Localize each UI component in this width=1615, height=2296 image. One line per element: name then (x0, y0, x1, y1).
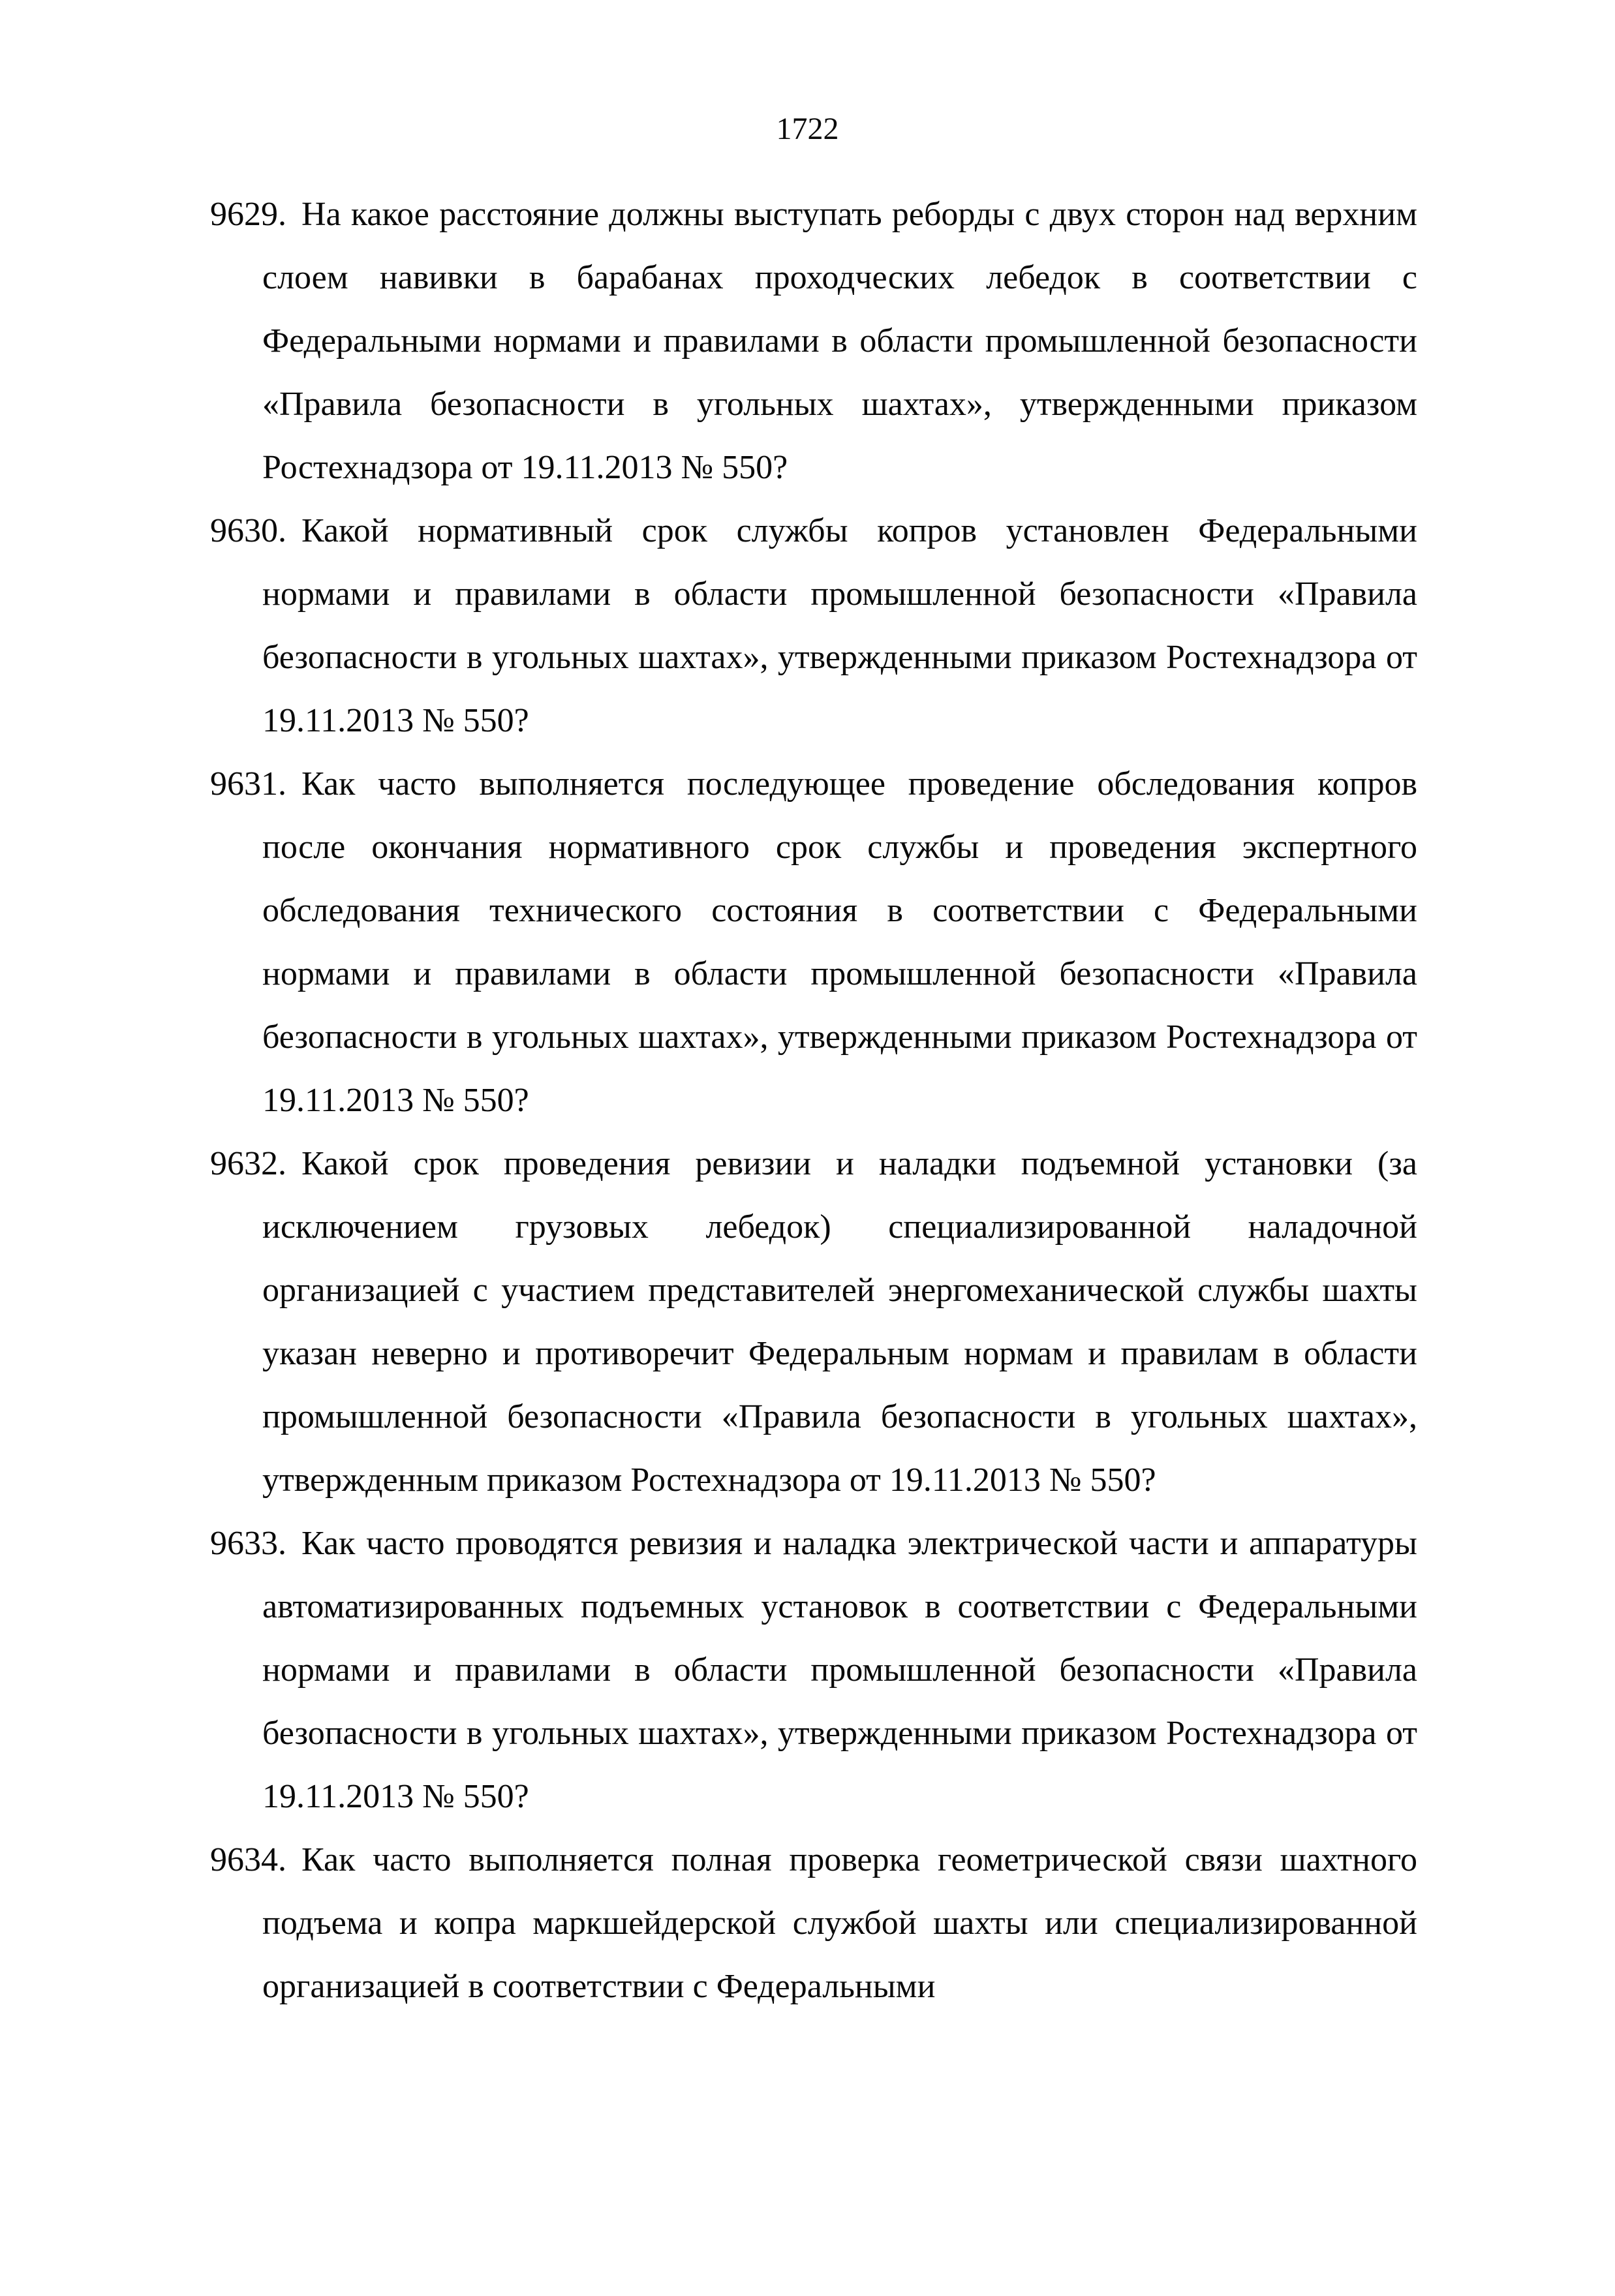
question-text: Какой нормативный срок службы копров установлен Федеральными нормами и правилами в области промышленной безопасности «Правила безопасности в угольных шахтах», утвержденными приказом Ростехнадзора от 19.11.2013 № 550? (262, 512, 1417, 739)
question-text: Как часто проводятся ревизия и наладка электрической части и аппаратуры автоматизированных подъемных установок в соответствии с Федеральными нормами и правилами в области промышленной безопасности «Правила безопасности в угольных шахтах», утвержденными приказом Ростехнадзора от 19.11.2013 № 550? (262, 1525, 1417, 1815)
question-text: На какое расстояние должны выступать реборды с двух сторон над верхним слоем навивки в барабанах проходческих лебедок в соответствии с Федеральными нормами и правилами в области промышленной безопасности «Правила безопасности в угольных шахтах», утвержденными приказом Ростехнадзора от 19.11.2013 № 550? (262, 196, 1417, 486)
question-item (210, 752, 1417, 1132)
question-number: 9631. (210, 765, 286, 803)
question-item (210, 1512, 1417, 1828)
question-number: 9629. (210, 196, 286, 233)
question-number: 9630. (210, 512, 286, 549)
question-number: 9634. (210, 1841, 286, 1878)
question-text: Как часто выполняется полная проверка геометрической связи шахтного подъема и копра маркшейдерской службой шахты или специализированной организацией в соответствии с Федеральными (262, 1841, 1417, 2005)
question-number: 9633. (210, 1525, 286, 1562)
question-item (210, 1828, 1417, 2018)
question-text: Какой срок проведения ревизии и наладки подъемной установки (за исключением грузовых лебедок) специализированной наладочной организацией с участием представителей энергомеханической службы шахты указан неверно и противоречит Федеральным нормам и правилам в области промышленной безопасности «Правила безопасности в угольных шахтах», утвержденным приказом Ростехнадзора от 19.11.2013 № 550? (262, 1145, 1417, 1499)
page-number: 1722 (776, 112, 839, 146)
question-item (210, 183, 1417, 499)
question-list (210, 183, 1417, 2018)
question-item (210, 499, 1417, 752)
question-number: 9632. (210, 1145, 286, 1182)
question-text: Как часто выполняется последующее проведение обследования копров после окончания нормативного срок службы и проведения экспертного обследования технического состояния в соответствии с Федеральными нормами и правилами в области промышленной безопасности «Правила безопасности в угольных шахтах», утвержденными приказом Ростехнадзора от 19.11.2013 № 550? (262, 765, 1417, 1119)
question-item (210, 1132, 1417, 1512)
